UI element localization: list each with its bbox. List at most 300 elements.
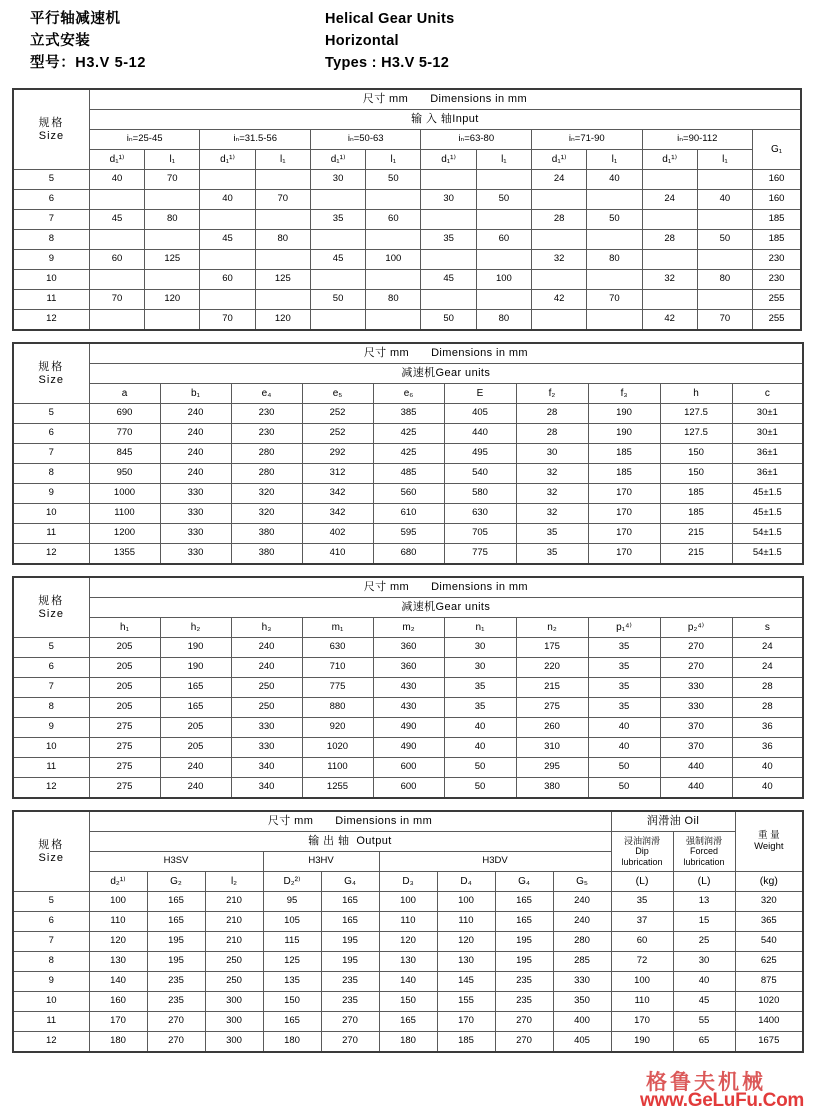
cell: 292 [302,444,373,464]
cell: 125 [255,270,310,290]
table-subheader-row [13,832,803,852]
cell [145,270,200,290]
cell: 170 [588,484,660,504]
cell: 295 [516,758,588,778]
cell: 240 [231,658,302,678]
size-label-cn: 规格 [38,838,65,851]
cell: 190 [588,424,660,444]
cell-dip: 170 [611,1012,673,1032]
cell [145,310,200,331]
cell-forced: 45 [673,992,735,1012]
cell: 630 [302,638,373,658]
ratio-group-4: iₙ=63-80 [421,130,532,150]
cell: 60 [200,270,255,290]
cell: 35 [444,678,516,698]
cell: 250 [205,972,263,992]
weight-header-cell [735,811,803,872]
cell: 240 [160,424,231,444]
cell: 185 [660,484,732,504]
cell: 110 [379,912,437,932]
row-size: 9 [13,972,89,992]
cell: 185 [437,1032,495,1053]
cell: 30 [516,444,588,464]
header-cn-line2: 立式安装 [30,33,91,49]
column-header-d1-1: d₁¹⁾ [89,150,144,170]
size-label-cn: 规格 [38,360,65,373]
table-header-row [13,89,801,110]
cell-forced: 40 [673,972,735,992]
header-en-line3: Types : H3.V 5-12 [325,55,450,71]
cell: 165 [495,912,553,932]
cell [310,190,365,210]
cell: 80 [697,270,752,290]
group-h3dv: H3DV [379,852,611,872]
row-size: 7 [13,932,89,952]
cell-dip: 110 [611,992,673,1012]
column-header-G5: G₅ [553,872,611,892]
table-group-row [13,130,801,150]
cell: 380 [231,524,302,544]
table-header-row [13,577,803,598]
size-header-cell [13,811,89,892]
table-column-row [13,618,803,638]
column-header-D4: D₄ [437,872,495,892]
cell: 115 [263,932,321,952]
cell: 50 [588,778,660,799]
cell: 170 [437,1012,495,1032]
cell: 275 [89,758,160,778]
cell [421,290,476,310]
cell: 330 [160,544,231,565]
cell: 28 [516,404,588,424]
table-header-row [13,811,803,832]
cell-weight: 875 [735,972,803,992]
cell [89,190,144,210]
cell: 380 [516,778,588,799]
row-size: 10 [13,992,89,1012]
cell-weight: 1675 [735,1032,803,1053]
cell: 54±1.5 [732,524,803,544]
cell: 70 [200,310,255,331]
row-size: 10 [13,504,89,524]
cell: 80 [255,230,310,250]
input-cn: 输 入 轴 [411,113,453,126]
cell [697,290,752,310]
cell: 100 [476,270,531,290]
cell: 150 [660,444,732,464]
cell [587,230,642,250]
cell [366,310,421,331]
cell: 160 [89,992,147,1012]
cell: 235 [495,992,553,1012]
forced-lubrication-header [673,832,735,872]
dimensions-cn: 尺寸 mm [363,347,410,360]
cell: 230 [231,424,302,444]
cell: 110 [437,912,495,932]
cell: 300 [205,1032,263,1053]
cell: 50 [421,310,476,331]
row-size: 8 [13,952,89,972]
table-row [13,310,801,331]
cell: 80 [145,210,200,230]
cell-forced: 55 [673,1012,735,1032]
gear-units-cn: 减速机 [401,367,436,380]
cell: 490 [373,738,444,758]
dimensions-cn: 尺寸 mm [363,581,410,594]
cell: 50 [697,230,752,250]
cell: 775 [302,678,373,698]
cell: 195 [495,932,553,952]
cell: 275 [89,778,160,799]
cell: 165 [147,912,205,932]
cell-dip: 190 [611,1032,673,1053]
cell: 165 [263,1012,321,1032]
cell: 360 [373,658,444,678]
cell: 28 [532,210,587,230]
cell: 40 [732,758,803,778]
cell: 330 [160,504,231,524]
cell: 30 [310,170,365,190]
cell: 330 [231,718,302,738]
column-header-c: c [732,384,803,404]
cell: 130 [89,952,147,972]
cell: 140 [379,972,437,992]
table-gear-units-b-wrap [12,576,802,799]
header-chinese [30,8,146,74]
cell: 195 [321,932,379,952]
cell: 32 [532,250,587,270]
cell: 285 [553,952,611,972]
row-size: 7 [13,678,89,698]
gear-units-section-title [89,598,803,618]
cell [587,310,642,331]
cell-g1: 160 [753,170,801,190]
cell: 1000 [89,484,160,504]
dimensions-en: Dimensions in mm [431,581,528,594]
dimensions-cn: 尺寸 mm [362,93,409,106]
cell: 60 [476,230,531,250]
table-row [13,484,803,504]
column-header-l1-2: l₁ [255,150,310,170]
column-header-d1-2: d₁¹⁾ [200,150,255,170]
cell: 135 [263,972,321,992]
column-header-d1-4: d₁¹⁾ [421,150,476,170]
cell: 340 [231,778,302,799]
cell: 70 [697,310,752,331]
cell: 50 [444,778,516,799]
input-section-title [89,110,801,130]
table-column-row [13,384,803,404]
cell: 190 [160,638,231,658]
cell: 45 [89,210,144,230]
cell: 260 [516,718,588,738]
column-header-l1-4: l₁ [476,150,531,170]
group-h3sv: H3SV [89,852,263,872]
cell: 275 [89,718,160,738]
cell: 440 [444,424,516,444]
cell: 28 [732,698,803,718]
cell: 690 [89,404,160,424]
column-header-p2: p₂⁴⁾ [660,618,732,638]
cell: 430 [373,698,444,718]
cell: 42 [532,290,587,310]
oil-section-title [611,811,735,832]
size-label-en: Size [38,851,64,864]
row-size: 6 [13,658,89,678]
row-size: 12 [13,778,89,799]
cell: 36±1 [732,444,803,464]
cell: 410 [302,544,373,565]
size-header-cell [13,89,89,170]
cell [145,230,200,250]
cell: 36±1 [732,464,803,484]
cell: 215 [516,678,588,698]
forced-label-en2: lubrication [683,856,725,867]
cell [366,190,421,210]
cell: 28 [516,424,588,444]
cell-g1: 185 [753,230,801,250]
cell: 240 [553,912,611,932]
size-header-cell [13,343,89,404]
oil-en: Oil [684,815,700,828]
column-header-g2: G₂ [147,872,205,892]
cell: 380 [231,544,302,565]
cell: 370 [660,718,732,738]
cell: 610 [373,504,444,524]
row-size: 6 [13,424,89,444]
input-en: Input [452,113,479,126]
cell: 270 [321,1012,379,1032]
cell: 950 [89,464,160,484]
cell: 252 [302,424,373,444]
table-subheader-row [13,364,803,384]
cell: 180 [379,1032,437,1053]
cell: 440 [660,778,732,799]
table-gear-units-b [12,576,804,799]
cell: 710 [302,658,373,678]
cell: 845 [89,444,160,464]
cell: 275 [89,738,160,758]
output-cn: 输 出 轴 [308,835,350,848]
cell [421,210,476,230]
cell: 36 [732,738,803,758]
cell [587,270,642,290]
cell [421,250,476,270]
table-row [13,1012,803,1032]
cell: 50 [310,290,365,310]
cell: 130 [379,952,437,972]
table-gear-units-a-wrap [12,342,802,565]
column-header-n1: n₁ [444,618,516,638]
ratio-group-5: iₙ=71-90 [532,130,643,150]
cell: 270 [660,638,732,658]
cell: 430 [373,678,444,698]
cell: 170 [89,1012,147,1032]
cell: 205 [89,638,160,658]
column-header-h1: h₁ [89,618,160,638]
cell: 150 [660,464,732,484]
table-column-row [13,872,803,892]
table-row [13,932,803,952]
cell: 1100 [89,504,160,524]
cell: 35 [588,698,660,718]
cell: 320 [231,504,302,524]
cell: 35 [588,678,660,698]
cell [476,250,531,270]
cell-g1: 230 [753,250,801,270]
column-header-l1-3: l₁ [366,150,421,170]
cell [89,230,144,250]
column-header-G4-hv: G₄ [321,872,379,892]
row-size: 5 [13,170,89,190]
row-size: 10 [13,270,89,290]
cell: 275 [516,698,588,718]
cell: 50 [588,758,660,778]
cell: 220 [516,658,588,678]
cell: 40 [444,718,516,738]
cell [642,290,697,310]
forced-label-en1: Forced [690,846,719,857]
row-size: 9 [13,250,89,270]
cell [89,310,144,331]
row-size: 7 [13,210,89,230]
cell [642,210,697,230]
column-header-m1: m₁ [302,618,373,638]
cell [476,170,531,190]
table-row [13,250,801,270]
table-subheader-row [13,110,801,130]
cell: 140 [89,972,147,992]
cell: 560 [373,484,444,504]
header-cn-line1: 平行轴减速机 [30,11,121,27]
cell: 235 [147,972,205,992]
cell: 165 [321,912,379,932]
cell: 120 [379,932,437,952]
row-size: 10 [13,738,89,758]
cell: 40 [200,190,255,210]
row-size: 5 [13,404,89,424]
cell: 270 [495,1032,553,1053]
cell [200,290,255,310]
row-size: 5 [13,892,89,912]
cell: 195 [495,952,553,972]
gear-units-cn: 减速机 [401,601,436,614]
cell [642,250,697,270]
cell: 50 [476,190,531,210]
column-header-E: E [444,384,516,404]
cell: 235 [321,992,379,1012]
column-header-d2: d₂¹⁾ [89,872,147,892]
size-label-en: Size [38,129,65,142]
cell: 485 [373,464,444,484]
cell: 40 [697,190,752,210]
cell: 240 [160,464,231,484]
weight-label-cn: 重 量 [757,829,780,841]
cell: 300 [205,1012,263,1032]
cell: 215 [660,524,732,544]
cell: 320 [231,484,302,504]
gear-units-en: Gear units [435,367,491,380]
cell: 495 [444,444,516,464]
cell: 405 [444,404,516,424]
cell: 240 [160,758,231,778]
row-size: 9 [13,484,89,504]
cell: 80 [587,250,642,270]
cell: 32 [516,464,588,484]
cell [200,210,255,230]
cell [476,290,531,310]
cell: 100 [366,250,421,270]
cell: 30 [421,190,476,210]
cell: 80 [476,310,531,331]
output-en: Output [356,835,392,848]
ratio-group-3: iₙ=50-63 [310,130,421,150]
cell: 130 [437,952,495,972]
unit-weight-kg: (kg) [735,872,803,892]
cell: 1355 [89,544,160,565]
size-label-en: Size [38,373,64,386]
cell: 405 [553,1032,611,1053]
cell: 70 [255,190,310,210]
cell: 215 [660,544,732,565]
size-label-en: Size [38,607,64,620]
cell: 705 [444,524,516,544]
row-size: 11 [13,290,89,310]
cell: 180 [89,1032,147,1053]
table-row [13,290,801,310]
dip-lubrication-header [611,832,673,872]
cell: 440 [660,758,732,778]
cell: 425 [373,424,444,444]
cell: 35 [516,524,588,544]
cell-dip: 72 [611,952,673,972]
size-header-cell [13,577,89,638]
cell: 312 [302,464,373,484]
cell: 170 [588,544,660,565]
row-size: 8 [13,698,89,718]
cell [587,190,642,210]
column-header-d1-6: d₁¹⁾ [642,150,697,170]
table-column-row [13,150,801,170]
cell: 35 [516,544,588,565]
column-header-D2: D₂²⁾ [263,872,321,892]
table-row [13,210,801,230]
table-row [13,404,803,424]
cell: 230 [231,404,302,424]
cell: 240 [160,778,231,799]
column-header-h: h [660,384,732,404]
cell: 360 [373,638,444,658]
cell: 50 [444,758,516,778]
cell: 28 [642,230,697,250]
column-header-n2: n₂ [516,618,588,638]
cell: 30 [444,638,516,658]
cell: 770 [89,424,160,444]
cell-forced: 15 [673,912,735,932]
cell: 35 [588,638,660,658]
column-header-h2: h₂ [160,618,231,638]
cell: 235 [321,972,379,992]
cell: 35 [444,698,516,718]
cell: 60 [366,210,421,230]
cell [421,170,476,190]
cell: 280 [231,444,302,464]
table-row [13,504,803,524]
cell: 330 [660,678,732,698]
cell [532,270,587,290]
cell-weight: 320 [735,892,803,912]
table-output-shaft-wrap [12,810,802,1053]
